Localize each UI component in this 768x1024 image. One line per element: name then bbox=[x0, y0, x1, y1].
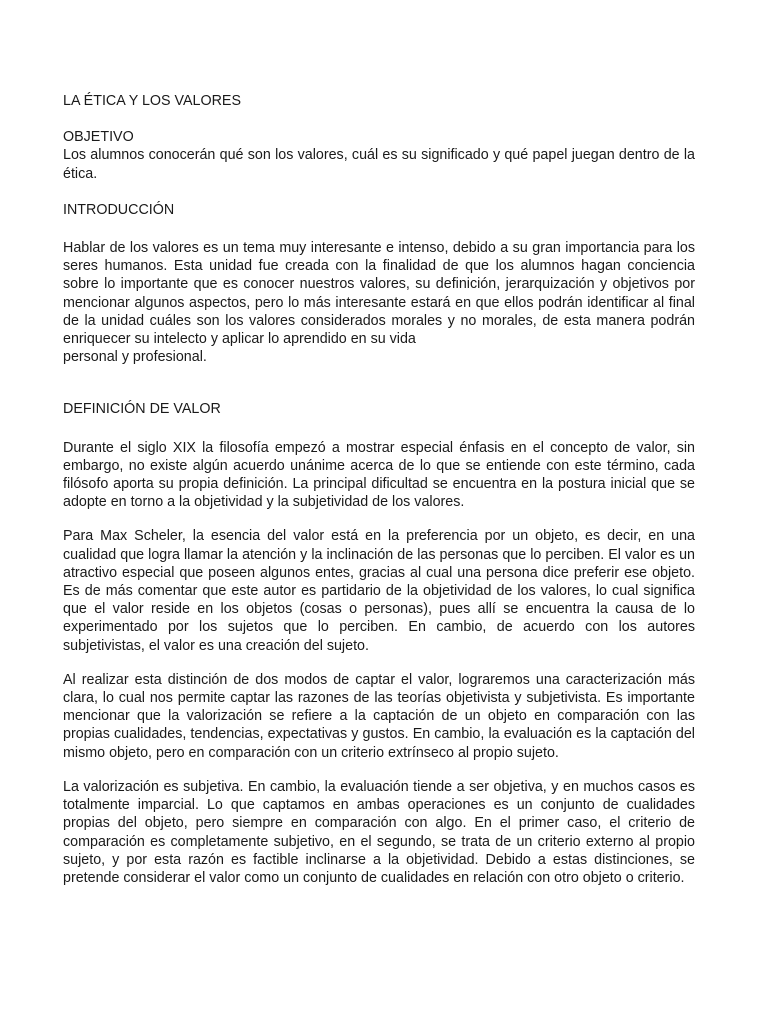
objective-heading: OBJETIVO bbox=[63, 129, 134, 146]
document-page bbox=[63, 92, 695, 887]
definition-heading: DEFINICIÓN DE VALOR bbox=[63, 401, 221, 418]
definition-paragraph: Al realizar esta distinción de dos modos de captar el valor, lograremos una caracterización más clara, lo cual nos permite captar las razones de las teorías objetivista y subjetivista. Es importante mencionar que la valorización se refiere a la captación de un objeto en comparación con las propias cualidades, tendencias, expectativas y gustos. En cambio, la evaluación es la captación del mismo objeto, pero en comparación con un criterio extrínseco al propio sujeto. bbox=[63, 671, 695, 761]
definition-paragraph: Para Max Scheler, la esencia del valor está en la preferencia por un objeto, es decir, en una cualidad que logra llamar la atención y la inclinación de las personas que lo perciben. El valor es un atractivo especial que poseen algunos entes, gracias al cual una persona dice preferir ese objeto. Es de más comentar que este autor es partidario de la objetividad de los valores, lo cual significa que el valor reside en los objetos (cosas o personas), pues allí se encuentra la causa de lo experimentado por los sujetos que lo perciben. En cambio, de acuerdo con los autores subjetivistas, el valor es una creación del sujeto. bbox=[63, 528, 695, 654]
spacer bbox=[63, 655, 695, 671]
spacer bbox=[63, 762, 695, 778]
spacer bbox=[63, 419, 695, 439]
spacer bbox=[63, 219, 695, 239]
definition-paragraph: Durante el siglo XIX la filosofía empezó a mostrar especial énfasis en el concepto de valor, sin embargo, no existe algún acuerdo unánime acerca de lo que se entiende con este término, cada filósofo aporta su propia definición. La principal dificultad se encuentra en la postura inicial que se adopte en torno a la objetividad y la subjetividad de los valores. bbox=[63, 439, 695, 511]
spacer bbox=[63, 110, 695, 128]
spacer bbox=[63, 511, 695, 527]
definition-paragraph: La valorización es subjetiva. En cambio, la evaluación tiende a ser objetiva, y en muchos casos es totalmente imparcial. Lo que captamos en ambas operaciones es un conjunto de cualidades propias del objeto, pero siempre en comparación con algo. En el primer caso, el criterio de comparación es completamente subjetivo, en el segundo, se trata de un criterio externo al propio sujeto, y por esta razón es factible inclinarse a la objetividad. Debido a estas distinciones, se pretende considerar el valor como un conjunto de cualidades en relación con otro objeto o criterio. bbox=[63, 778, 695, 886]
spacer bbox=[63, 366, 695, 400]
document-title: LA ÉTICA Y LOS VALORES bbox=[63, 93, 242, 109]
objective-text: Los alumnos conocerán qué son los valores, cuál es su significado y qué papel juegan dentro de la ética. bbox=[63, 147, 695, 182]
introduction-text-tail: personal y profesional. bbox=[63, 349, 207, 366]
introduction-text: Hablar de los valores es un tema muy interesante e intenso, debido a su gran importancia para los seres humanos. Esta unidad fue creada con la finalidad de que los alumnos hagan conciencia sobre lo importante que es conocer nuestros valores, su definición, jerarquización y objetivos por mencionar algunos aspectos, pero lo más interesante estará en que ellos podrán identificar al final de la unidad cuáles son los valores considerados morales y no morales, de esta manera podrán enriquecer su intelecto y aplicar lo aprendido en su vida bbox=[63, 240, 695, 348]
spacer bbox=[63, 183, 695, 201]
introduction-heading: INTRODUCCIÓN bbox=[63, 201, 175, 218]
